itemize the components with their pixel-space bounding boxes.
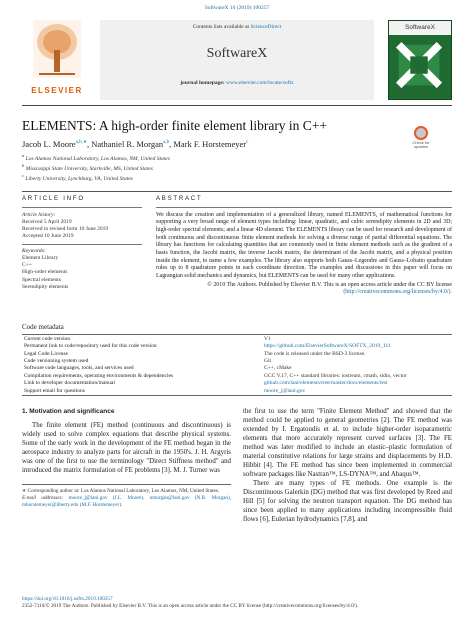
history-date: Received 5 April 2019 <box>22 218 72 225</box>
author-affil-marks: c <box>246 140 249 146</box>
affiliation-text: Liberty University, Lynchburg, VA, United States <box>25 175 133 182</box>
code-metadata-row <box>22 380 452 387</box>
code-metadata-title: Code metadata <box>22 323 452 336</box>
affiliation-text: Mississippi State University, Starkville, MS, United States <box>25 165 153 172</box>
check-badge-text <box>408 141 434 150</box>
metadata-value: GCC V.17, C++ standard libraries: iostream, cmath, stdio, vector <box>264 372 407 379</box>
abstract-column <box>142 196 452 296</box>
contents-line <box>100 20 374 31</box>
keyword: Element Library <box>22 255 59 262</box>
check-badge-line-1: Check for <box>412 140 430 145</box>
history-date: Accepted 10 June 2019 <box>22 233 74 240</box>
intro-paragraph: the first to use the term "Finite Element Method" and showed that the method could be applied to general geometries [2]. The FE method was extended by I. Ergatoudis et al. to include higher-order isoparametric elements that more accurately represent curved surfaces [3]. The FE method was later modified to include an elastic–plastic formulation of material constitutive relations for large strains and displacements by H.D. Hibbit [4]. The FE method has since been implemented in commercial software packages like Nastran™, LS-DYNA™, and Abaqus™. <box>243 408 452 478</box>
keyword: High-order elements <box>22 269 68 276</box>
affiliation-mark: b <box>22 162 25 168</box>
metadata-label: Software code languages, tools, and services used <box>24 365 134 372</box>
keyword: Spectral elements <box>22 276 61 283</box>
affiliation-text: Los Alamos National Laboratory, Los Alamos, NM, United States <box>25 155 170 162</box>
license-link[interactable]: (http://creativecommons.org/licenses/by/4.0/). <box>343 289 452 296</box>
code-metadata-row <box>22 373 452 380</box>
copyright-text: © 2019 The Authors. Published by Elsevier B.V. This is an open access article under the CC BY license <box>207 281 452 288</box>
article-info-abstract-box <box>22 191 452 296</box>
page-footer <box>22 596 452 610</box>
intro-paragraph: The finite element (FE) method (continuous and discontinuous) is widely used to solve complex equations that describe physical systems. Some of the early work in the development of the FE method began in the aerospace industry to analyze parts for aircraft in the 1950's. J. H. Argyris was one of the first to use the terminology "Direct Stiffness method" and introduced the matrix formulation of FE problems [3]. M. J. Turner was <box>22 422 231 475</box>
metadata-value: V1 <box>264 335 271 342</box>
author-separator: , <box>87 138 92 149</box>
doi-link[interactable]: https://doi.org/10.1016/j.softx.2019.100257 <box>22 596 113 602</box>
author-list <box>22 139 452 150</box>
metadata-value[interactable]: moore_j@lanl.gov <box>262 388 452 396</box>
metadata-label: Current code version <box>24 335 71 342</box>
metadata-label: Support email for questions <box>22 388 262 396</box>
check-updates-icon <box>414 126 428 140</box>
code-metadata-row <box>22 343 452 350</box>
author-name[interactable]: Nathaniel R. Morgan <box>91 138 164 149</box>
author-affil-marks: a,b,∗ <box>75 140 88 146</box>
code-metadata-body <box>22 335 452 395</box>
check-for-updates-badge[interactable] <box>408 126 434 152</box>
right-text-column <box>243 408 452 525</box>
metadata-label: Compilation requirements, operating environments & dependencies <box>24 372 174 379</box>
masthead <box>22 16 452 106</box>
journal-homepage <box>100 80 374 87</box>
email-line <box>22 495 231 509</box>
sciencedirect-link[interactable]: ScienceDirect <box>250 24 282 30</box>
history-date: Received in revised form 10 June 2019 <box>22 226 109 233</box>
contents-prefix: Contents lists available at <box>192 24 250 30</box>
author-name[interactable]: Mark F. Horstemeyer <box>173 138 247 149</box>
article-info-column <box>22 196 142 296</box>
elsevier-wordmark: ELSEVIER <box>31 85 83 95</box>
metadata-value[interactable]: github.com/lanl/elements/tree/master/docs/elements/test <box>264 380 388 387</box>
section-heading: 1. Motivation and significance <box>22 408 115 416</box>
cover-pattern-icon <box>389 35 451 99</box>
homepage-link[interactable]: www.elsevier.com/locate/softx <box>226 80 294 87</box>
code-metadata-table <box>22 335 452 396</box>
journal-name: SoftwareX <box>206 45 268 61</box>
article-info-heading: ARTICLE INFO <box>22 196 142 208</box>
abstract-text: We discuss the creation and implementation of a generalized library, named ELEMENTS, of mathematical functions for supporting a very broad range of element types including: linear, quadratic, and cubic serendipity elements in 2D and 3D; high-order spectral elements; and a linear 4D element. The ELEMENTS library can be used for research and development of both continuous and discontinuous finite element methods for solving a diverse range of partial differential equations. The library has functions for calculating quantities that are commonly used in finite element methods such as the gradient of a basis function, the Jacobi matrix, the inverse Jacobi matrix, the determinant of the Jacobi matrix, and a physical position inside the element, to name a few examples. The library also supports both Gauss–Legendre and Gauss–Lobatto quadrature rules up to 8 quadrature points in each coordinate direction. The examples and discussions in this paper will focus on Lagrangian solid mechanics and dynamics, but ELEMENTS can be used for many other applications. <box>156 211 452 280</box>
keyword: Serendipity elements <box>22 283 69 290</box>
affiliation <box>22 153 452 163</box>
homepage-prefix: journal homepage: <box>180 80 225 87</box>
elsevier-logo <box>22 20 92 104</box>
code-metadata-row <box>22 350 452 357</box>
check-badge-line-2: updates <box>413 144 429 150</box>
metadata-value[interactable]: https://github.com/ElsevierSoftwareX/SOFTX_2019_111 <box>264 343 391 350</box>
affiliation-list <box>22 153 452 184</box>
article-history-label: Article history: <box>22 211 56 218</box>
metadata-value: C++, cMake <box>264 365 292 372</box>
metadata-label: Permanent link to code/repository used for this code version <box>24 343 157 350</box>
body-text <box>22 408 452 525</box>
keyword: C++ <box>22 262 32 269</box>
metadata-label: Code versioning system used <box>24 358 89 364</box>
article-title: ELEMENTS: A high-order finite element library in C++ <box>22 118 328 133</box>
corresponding-author-footnote <box>22 484 231 509</box>
metadata-value: Git <box>264 358 272 364</box>
journal-cover-image <box>388 20 452 100</box>
left-text-column <box>22 408 231 525</box>
abstract-heading: ABSTRACT <box>156 196 452 208</box>
license-footer: 2352-7110/© 2019 The Authors. Published by Elsevier B.V. This is an open access article under the CC BY license (http://creativecommons.org/licenses/by/4.0/). <box>22 603 359 610</box>
affiliation <box>22 173 452 183</box>
intro-paragraph: There are many types of FE methods. One example is the Discontinuous Galerkin (DG) method that was first developed by Reed and Hill [5] for solving the neutron transport equation. The DG method has since been applied to many applications including incompressible fluid flows [6], Eulerian hydrodynamics [7,8], and <box>243 479 452 523</box>
affiliation-mark: a <box>22 152 25 158</box>
corresponding-note: ∗ Corresponding author at: Los Alamos National Laboratory, Los Alamos, NM, United States. <box>22 488 220 495</box>
affiliation-mark: c <box>22 173 25 178</box>
code-metadata-row <box>22 335 452 342</box>
copyright-notice <box>156 282 452 297</box>
elsevier-tree-icon <box>33 20 81 78</box>
metadata-label: Link to developer documentation/manual <box>24 380 115 387</box>
cover-title: SoftwareX <box>389 21 451 35</box>
author-name[interactable]: Jacob L. Moore <box>22 138 76 149</box>
email-addresses[interactable]: moore_j@lanl.gov (J.L. Moore), nmorgan@lanl.gov (N.R. Morgan), mhorstemeyer@liberty.edu (M.F. Horstemeyer). <box>22 495 231 509</box>
affiliation <box>22 163 452 173</box>
code-metadata-row <box>22 365 452 372</box>
author-separator: , <box>169 138 174 149</box>
journal-citation-link[interactable]: SoftwareX 10 (2019) 100257 <box>204 5 270 11</box>
author-affil-marks: a,b <box>163 140 170 146</box>
journal-banner <box>100 20 374 100</box>
metadata-value: The code is released under the BSD-3 license. <box>264 350 366 357</box>
metadata-label: Legal Code License <box>24 350 68 357</box>
keywords-label: Keywords: <box>22 244 142 255</box>
email-label: E-mail addresses: <box>22 495 64 502</box>
code-metadata-row <box>22 388 452 396</box>
